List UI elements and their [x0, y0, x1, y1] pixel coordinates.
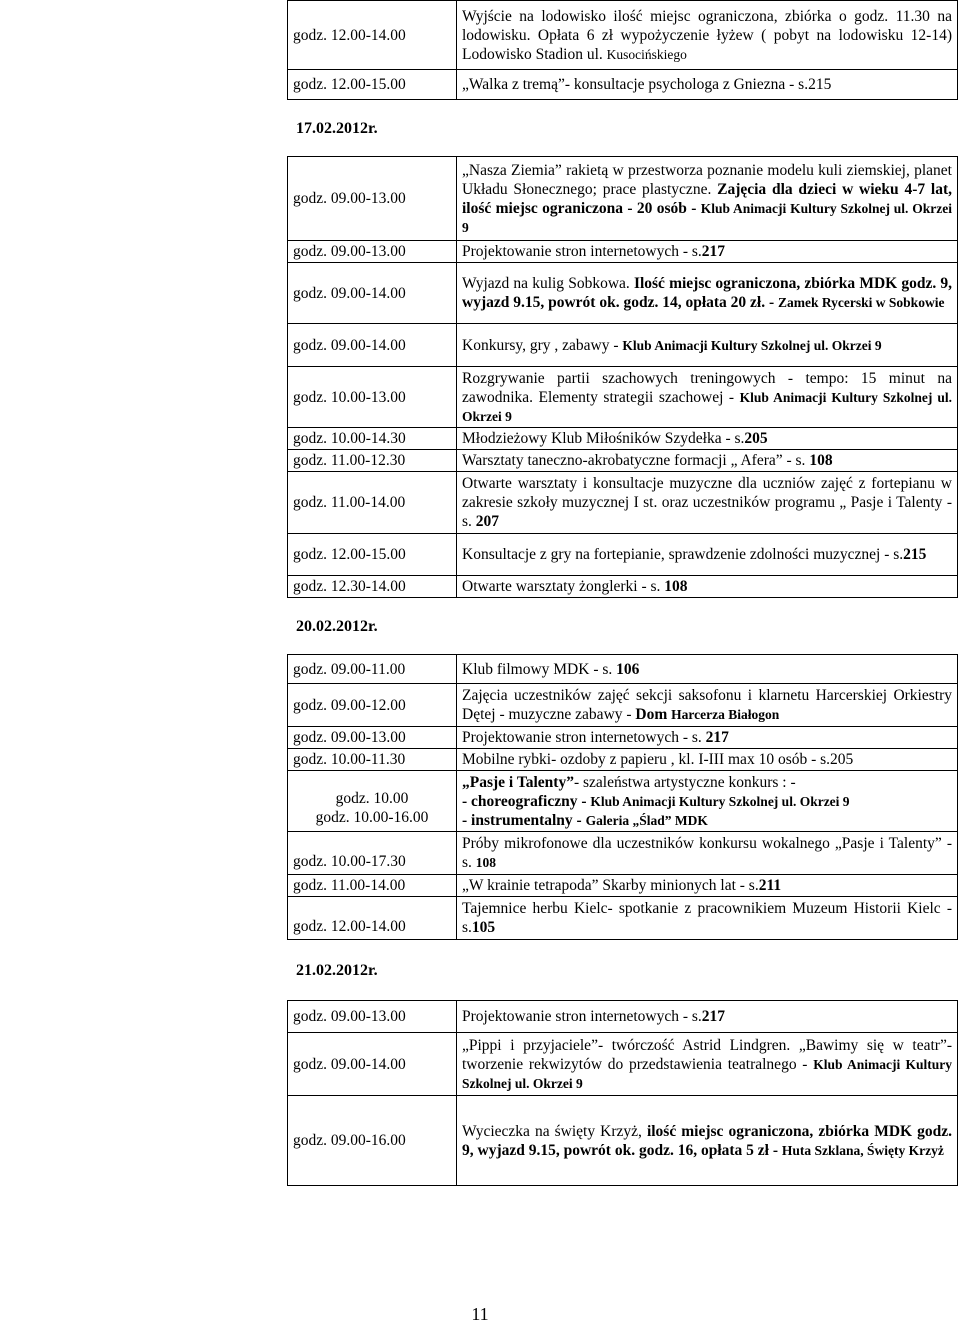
- description-text: 205: [744, 430, 768, 447]
- description-text: 207: [475, 513, 500, 530]
- description-cell: [457, 263, 958, 324]
- description-text: Projektowanie stron internetowych - s.: [462, 243, 702, 260]
- description-text: „Walka z tremą”- konsultacje psychologa z Gniezna - s.215: [462, 76, 832, 93]
- description-cell: [457, 157, 958, 241]
- table-row: [288, 655, 958, 684]
- description-text: - choreograficzny -: [462, 792, 591, 810]
- time-line: godz. 10.00: [335, 790, 409, 807]
- description-text: Młodzieżowy Klub Miłośników Szydełka - s.: [462, 430, 745, 447]
- description-text: ilość miejsc ograniczona, zbiórka MDK godz. 9, wyjazd 9.15, powrót ok. godz. 16, opłata 5 zł -: [462, 1122, 952, 1159]
- description-text: 106: [616, 660, 640, 678]
- description-text: Huta Szklana, Święty Krzyż: [781, 1142, 944, 1158]
- description-text: Klub Animacji Kultury Szkolnej ul. Okrzei 9: [462, 1056, 952, 1091]
- description-cell: [457, 655, 958, 684]
- table-row: [288, 263, 958, 324]
- description-text: Konkursy, gry , zabawy -: [462, 336, 623, 354]
- description-cell: [457, 450, 958, 472]
- table-row: [288, 472, 958, 534]
- description-text: 215: [903, 546, 927, 563]
- description-text: Ilość miejsc ograniczona, zbiórka MDK godz. 9, wyjazd 9.15, powrót ok. godz. 14, opłata 20 zł. -: [462, 275, 953, 311]
- time-cell: godz. 09.00-16.00: [288, 1096, 457, 1186]
- description-text: 108: [809, 452, 833, 469]
- date-heading: 20.02.2012r.: [296, 618, 378, 635]
- description-text: 108: [475, 855, 497, 870]
- time-cell: godz. 12.00-14.00: [288, 1, 457, 70]
- time-cell: godz. 12.00-15.00: [288, 70, 457, 100]
- table-row: [288, 897, 958, 940]
- time-cell: godz. 09.00-11.00: [288, 655, 457, 684]
- time-cell: godz. 09.00-14.00: [288, 263, 457, 324]
- description-text: Zajęcia dla dzieci w wieku 4-7 lat, ilość miejsc ograniczona - 20 osób -: [462, 180, 952, 217]
- time-cell: godz. 09.00-13.00: [288, 157, 457, 241]
- description-text: Wyjście na lodowisko ilość miejsc ograniczona, zbiórka o godz. 11.30 na lodowisku. Opłata 6 zł wypożyczenie łyżew ( pobyt na lodowisku 12-14) Lodowisko Stadion ul.: [462, 7, 952, 63]
- schedule-table-21-02: [287, 1000, 958, 1186]
- table-row: [288, 324, 958, 367]
- description-cell: [457, 576, 958, 598]
- table-row: [288, 241, 958, 263]
- description-cell: [457, 324, 958, 367]
- description-cell: [457, 241, 958, 263]
- description-cell: [457, 428, 958, 450]
- description-cell: [457, 1096, 958, 1186]
- description-text: Rozgrywanie partii szachowych treningowych - tempo: 15 minut na zawodnika. Elementy strategii szachowej -: [462, 369, 952, 406]
- time-cell: godz. 12.30-14.00: [288, 576, 457, 598]
- time-cell: godz. 11.00-14.00: [288, 875, 457, 897]
- time-line: godz. 10.00-16.00: [315, 809, 429, 826]
- description-text: Zajęcia uczestników zajęć sekcji saksofonu i klarnetu Harcerskiej Orkiestry Dętej - muzyczne zabawy -: [462, 687, 952, 723]
- description-cell: [457, 727, 958, 749]
- time-cell: godz. 09.00-14.00: [288, 1033, 457, 1096]
- table-row: [288, 684, 958, 727]
- table-row: [288, 727, 958, 749]
- description-text: Harcerza Białogon: [671, 707, 780, 722]
- description-text: 217: [705, 729, 729, 746]
- description-cell: [457, 771, 958, 832]
- description-cell: [457, 1033, 958, 1096]
- time-cell: godz. 09.00-12.00: [288, 684, 457, 727]
- description-text: „Nasza Ziemia” rakietą w przestworza poznanie modelu kuli ziemskiej, planet Układu Słonecznego; prace plastyczne.: [462, 161, 952, 198]
- time-cell: godz. 10.00-13.00: [288, 367, 457, 428]
- description-cell: [457, 367, 958, 428]
- time-cell: [288, 771, 457, 832]
- table-row: [288, 771, 958, 832]
- page-number: 11: [471, 1304, 489, 1324]
- description-text: 217: [701, 1008, 726, 1025]
- description-text: Próby mikrofonowe dla uczestników konkursu wokalnego „Pasje i Talenty” - s.: [462, 835, 952, 871]
- time-cell: godz. 12.00-15.00: [288, 534, 457, 576]
- description-cell: [457, 684, 958, 727]
- table-row: [288, 1001, 958, 1033]
- description-text: Otwarte warsztaty żonglerki - s.: [462, 578, 665, 595]
- time-cell: godz. 09.00-14.00: [288, 324, 457, 367]
- description-text: Wycieczka na święty Krzyż,: [462, 1122, 647, 1140]
- description-text: - szaleństwa artystyczne konkurs : -: [573, 773, 796, 791]
- date-heading: 21.02.2012r.: [296, 962, 378, 979]
- table-row: [288, 749, 958, 771]
- schedule-table-17-02: [287, 156, 958, 598]
- time-cell: godz. 11.00-12.30: [288, 450, 457, 472]
- description-cell: [457, 832, 958, 875]
- description-text: Klub filmowy MDK - s.: [462, 660, 617, 678]
- description-text: - instrumentalny -: [462, 811, 586, 829]
- table-row: [288, 157, 958, 241]
- date-heading: 17.02.2012r.: [296, 120, 378, 137]
- description-text: 211: [758, 877, 782, 894]
- description-text: Klub Animacji Kultury Szkolnej ul. Okrzei 9: [462, 200, 952, 235]
- description-text: „Pippi i przyjaciele”- twórczość Astrid Lindgren. „Bawimy się w teatr”- tworzenie rekwizytów do przedstawienia teatralnego -: [462, 1036, 952, 1073]
- table-row: [288, 1033, 958, 1096]
- description-text: 108: [664, 578, 688, 595]
- description-text: Konsultacje z gry na fortepianie, sprawdzenie zdolności muzycznej - s.: [462, 546, 904, 563]
- description-text: 105: [471, 919, 496, 936]
- time-cell: godz. 09.00-13.00: [288, 241, 457, 263]
- description-text: Klub Animacji Kultury Szkolnej ul. Okrzei 9: [590, 793, 850, 809]
- time-cell: godz. 09.00-13.00: [288, 727, 457, 749]
- description-text: Klub Animacji Kultury Szkolnej ul. Okrzei 9: [622, 337, 882, 353]
- time-cell: godz. 11.00-14.00: [288, 472, 457, 534]
- description-text: Projektowanie stron internetowych - s.: [462, 1008, 702, 1025]
- description-text: Wyjazd na kulig Sobkowa.: [462, 275, 634, 292]
- table-row: [288, 576, 958, 598]
- time-cell: godz. 12.00-14.00: [288, 897, 457, 940]
- table-row: [288, 367, 958, 428]
- description-text: Projektowanie stron internetowych - s.: [462, 729, 706, 746]
- description-cell: [457, 897, 958, 940]
- description-text: „W krainie tetrapoda” Skarby minionych lat - s.: [462, 877, 759, 894]
- description-cell: [457, 534, 958, 576]
- time-cell: godz. 10.00-11.30: [288, 749, 457, 771]
- time-cell: godz. 10.00-14.30: [288, 428, 457, 450]
- description-text: 217: [701, 243, 726, 260]
- schedule-table-continuation: [287, 0, 958, 100]
- table-row: [288, 450, 958, 472]
- table-row: [288, 70, 958, 100]
- table-row: [288, 832, 958, 875]
- description-cell: [457, 749, 958, 771]
- time-cell: godz. 10.00-17.30: [288, 832, 457, 875]
- table-row: [288, 428, 958, 450]
- description-cell: [457, 70, 958, 100]
- table-row: [288, 1, 958, 70]
- description-text: Kusocińskiego: [606, 46, 687, 62]
- description-text: Klub Animacji Kultury Szkolnej ul. Okrzei 9: [462, 389, 952, 424]
- schedule-table-20-02: [287, 654, 958, 940]
- description-text: Tajemnice herbu Kielc- spotkanie z pracownikiem Muzeum Historii Kielc - s.: [462, 900, 952, 936]
- description-text: Galeria „Ślad” MDK: [585, 812, 708, 828]
- description-cell: [457, 1, 958, 70]
- description-text: Otwarte warsztaty i konsultacje muzyczne dla uczniów zajęć z fortepianu w zakresie szkoły muzycznej I st. oraz uczestników programu „ Pasje i Talenty - s.: [462, 475, 952, 530]
- table-row: [288, 875, 958, 897]
- description-text: Zamek Rycerski w Sobkowie: [778, 295, 945, 310]
- description-text: „Pasje i Talenty”: [462, 773, 574, 791]
- time-cell: godz. 09.00-13.00: [288, 1001, 457, 1033]
- description-text: Warsztaty taneczno-akrobatyczne formacji „ Afera” - s.: [462, 452, 810, 469]
- description-cell: [457, 472, 958, 534]
- table-row: [288, 1096, 958, 1186]
- description-text: Mobilne rybki- ozdoby z papieru , kl. I-III max 10 osób - s.205: [462, 751, 854, 768]
- description-cell: [457, 875, 958, 897]
- table-row: [288, 534, 958, 576]
- description-cell: [457, 1001, 958, 1033]
- description-text: Dom: [635, 706, 672, 723]
